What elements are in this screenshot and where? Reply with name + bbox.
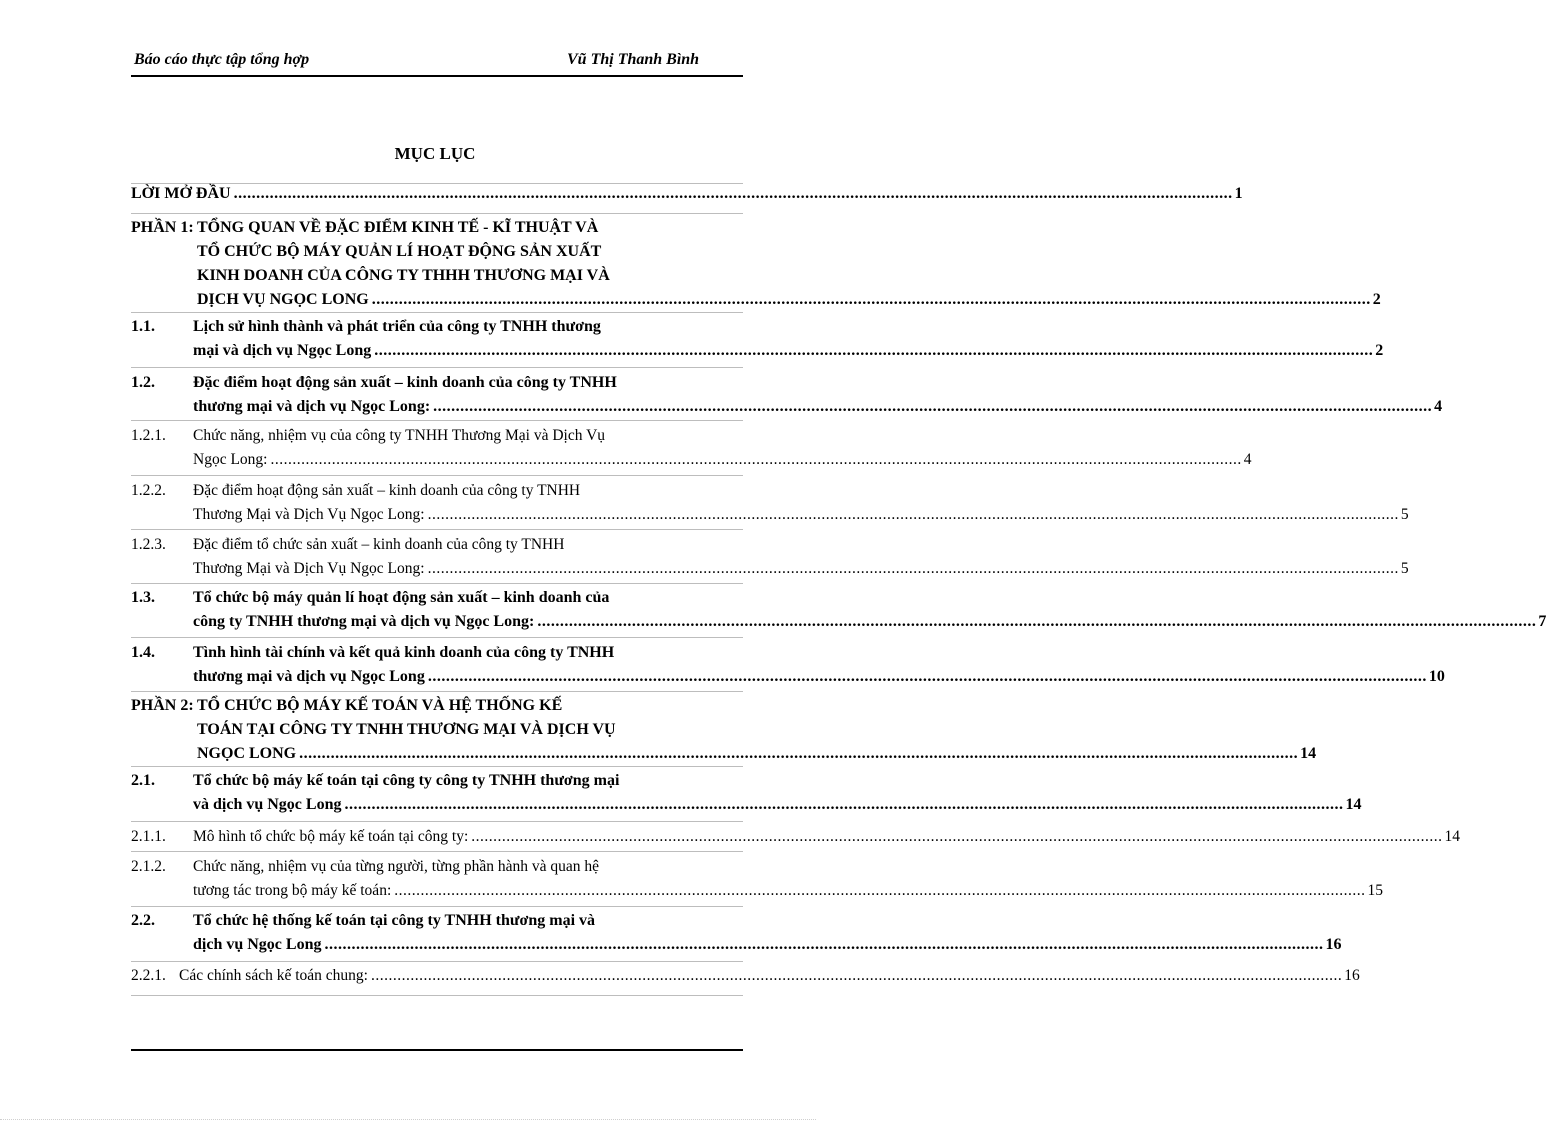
header-author: Vũ Thị Thanh Bình [567, 51, 700, 68]
toc-entry-1-3[interactable] [131, 588, 1546, 636]
toc-entry-text: TOÁN TẠI CÔNG TY TNHH THƯƠNG MẠI VÀ DỊCH VỤ [197, 721, 616, 738]
toc-page-number: 4 [1434, 398, 1443, 415]
toc-entry-border [131, 961, 743, 962]
toc-entry-2-1[interactable] [131, 771, 1362, 819]
dot-leader: .............................................................................................................................................................................................................................. [427, 668, 1427, 685]
toc-page-number: 5 [1400, 560, 1409, 577]
toc-page-number: 16 [1344, 967, 1360, 984]
toc-entry-text: Tình hình tài chính và kết quả kinh doanh của công ty TNHH [193, 644, 615, 661]
dot-leader: .............................................................................................................................................................................................................................. [394, 882, 1366, 899]
toc-entry-border [131, 637, 743, 638]
toc-page-number: 1 [1234, 185, 1243, 202]
dot-leader: .............................................................................................................................................................................................................................. [324, 936, 1324, 953]
header-report-title: Báo cáo thực tập tổng hợp [134, 51, 310, 68]
toc-entry-number: 2.1.1. [131, 828, 166, 845]
toc-entry-text: Đặc điểm hoạt động sản xuất – kinh doanh của công ty TNHH [193, 374, 617, 391]
toc-entry-1-4[interactable] [131, 643, 1445, 691]
toc-entry-number: 1.1. [131, 318, 155, 335]
toc-entry-1-2[interactable] [131, 373, 1443, 421]
toc-entry-text: Lịch sử hình thành và phát triển của công ty TNHH thương [193, 318, 601, 335]
toc-entry-number: PHẦN 1: [131, 219, 194, 236]
toc-entry-number: 1.2.1. [131, 427, 166, 444]
toc-entry-number: 1.3. [131, 589, 155, 606]
toc-entry-border [131, 213, 743, 214]
toc-page-number: 10 [1428, 668, 1445, 685]
dot-leader: .............................................................................................................................................................................................................................. [433, 398, 1433, 415]
dot-leader: .............................................................................................................................................................................................................................. [374, 342, 1374, 359]
toc-page-number: 14 [1345, 796, 1362, 813]
toc-entry-text: Đặc điểm hoạt động sản xuất – kinh doanh của công ty TNHH [193, 482, 581, 499]
toc-entry-text: công ty TNHH thương mại và dịch vụ Ngọc Long: [193, 613, 535, 630]
toc-entry-text: DỊCH VỤ NGỌC LONG [197, 291, 369, 308]
toc-entry-1-2-3[interactable] [131, 535, 1409, 583]
toc-entry-1-1[interactable] [131, 317, 1384, 365]
toc-page-number: 16 [1325, 936, 1342, 953]
dot-leader: .............................................................................................................................................................................................................................. [270, 451, 1242, 468]
toc-entry-border [131, 475, 743, 476]
page-bottom-edge [0, 1119, 816, 1120]
toc-entry-text: dịch vụ Ngọc Long [193, 936, 322, 953]
dot-leader: .............................................................................................................................................................................................................................. [471, 828, 1443, 845]
toc-entry-text: tương tác trong bộ máy kế toán: [193, 882, 392, 899]
toc-entry-number: PHẦN 2: [131, 697, 194, 714]
dot-leader: .............................................................................................................................................................................................................................. [371, 291, 1371, 308]
toc-entry-part-1[interactable] [131, 218, 1381, 314]
toc-entry-number: 2.2.1. [131, 967, 166, 984]
toc-entry-text: thương mại và dịch vụ Ngọc Long: [193, 398, 431, 415]
toc-entry-border [131, 995, 743, 996]
toc-entry-border [131, 691, 743, 692]
toc-page-number: 15 [1367, 882, 1383, 899]
toc-entry-border [131, 583, 743, 584]
toc-entry-text: Thương Mại và Dịch Vụ Ngọc Long: [193, 506, 425, 523]
toc-entry-border [131, 851, 743, 852]
toc-entry-text: Tổ chức hệ thống kế toán tại công ty TNHH thương mại và [193, 912, 596, 929]
toc-page-number: 2 [1372, 291, 1381, 308]
dot-leader: .............................................................................................................................................................................................................................. [299, 745, 1299, 762]
toc-page-number: 14 [1300, 745, 1317, 762]
toc-entry-text: và dịch vụ Ngọc Long [193, 796, 342, 813]
toc-entry-text: Chức năng, nhiệm vụ của công ty TNHH Thương Mại và Dịch Vụ [193, 427, 606, 444]
toc-entry-number: 1.2. [131, 374, 155, 391]
toc-entry-text: LỜI MỞ ĐẦU [131, 185, 231, 202]
footer-rule [131, 1049, 743, 1051]
dot-leader: .............................................................................................................................................................................................................................. [370, 967, 1343, 984]
toc-entry-text: Ngọc Long: [193, 451, 268, 468]
toc-entry-text: TỔNG QUAN VỀ ĐẶC ĐIỂM KINH TẾ - KĨ THUẬT VÀ [197, 219, 599, 236]
toc-page-number: 4 [1243, 451, 1252, 468]
toc-page-number: 5 [1400, 506, 1409, 523]
dot-leader: .............................................................................................................................................................................................................................. [233, 185, 1233, 202]
toc-entry-number: 1.4. [131, 644, 155, 661]
toc-page-number: 7 [1538, 613, 1546, 630]
toc-entry-intro[interactable] [131, 184, 1243, 208]
toc-entry-border [131, 529, 743, 530]
toc-entry-border [131, 367, 743, 368]
toc-entry-1-2-1[interactable] [131, 426, 1252, 474]
toc-entry-text: KINH DOANH CỦA CÔNG TY THHH THƯƠNG MẠI VÀ [197, 267, 610, 284]
toc-entry-border [131, 906, 743, 907]
toc-entry-text: Mô hình tổ chức bộ máy kế toán tại công ty: [193, 828, 469, 845]
toc-entry-number: 2.2. [131, 912, 155, 929]
toc-entry-text: NGỌC LONG [197, 745, 297, 762]
toc-entry-text: Thương Mại và Dịch Vụ Ngọc Long: [193, 560, 425, 577]
toc-page-number: 2 [1375, 342, 1384, 359]
toc-entry-2-1-1[interactable] [131, 827, 1461, 851]
toc-entry-border [131, 821, 743, 822]
toc-entry-text: Tổ chức bộ máy quản lí hoạt động sản xuất – kinh doanh của [193, 589, 610, 606]
toc-entry-2-1-2[interactable] [131, 857, 1383, 905]
toc-entry-text: mại và dịch vụ Ngọc Long [193, 342, 372, 359]
toc-page-number: 14 [1444, 828, 1461, 845]
toc-entry-2-2-1[interactable] [131, 966, 1360, 990]
toc-entry-text: TỔ CHỨC BỘ MÁY KẾ TOÁN VÀ HỆ THỐNG KẾ [197, 697, 563, 714]
toc-entry-text: TỔ CHỨC BỘ MÁY QUẢN LÍ HOẠT ĐỘNG SẢN XUẤT [197, 243, 602, 260]
toc-entry-2-2[interactable] [131, 911, 1342, 959]
toc-entry-text: Chức năng, nhiệm vụ của từng người, từng phần hành và quan hệ [193, 858, 599, 875]
dot-leader: .............................................................................................................................................................................................................................. [427, 560, 1399, 577]
toc-entry-text: thương mại và dịch vụ Ngọc Long [193, 668, 425, 685]
toc-entry-part-2[interactable] [131, 696, 1317, 768]
dot-leader: .............................................................................................................................................................................................................................. [427, 506, 1399, 523]
dot-leader: .............................................................................................................................................................................................................................. [344, 796, 1344, 813]
toc-entry-text: Đặc điểm tổ chức sản xuất – kinh doanh của công ty TNHH [193, 536, 565, 553]
toc-entry-text: Các chính sách kế toán chung: [179, 967, 368, 984]
toc-entry-number: 2.1. [131, 772, 155, 789]
dot-leader: .............................................................................................................................................................................................................................. [537, 613, 1537, 630]
toc-entry-text: Tổ chức bộ máy kế toán tại công ty công ty TNHH thương mại [193, 772, 620, 789]
toc-entry-number: 2.1.2. [131, 858, 166, 875]
toc-entry-number: 1.2.3. [131, 536, 166, 553]
toc-entry-1-2-2[interactable] [131, 481, 1409, 529]
toc-title: MỤC LỤC [394, 144, 476, 163]
toc-entry-number: 1.2.2. [131, 482, 166, 499]
